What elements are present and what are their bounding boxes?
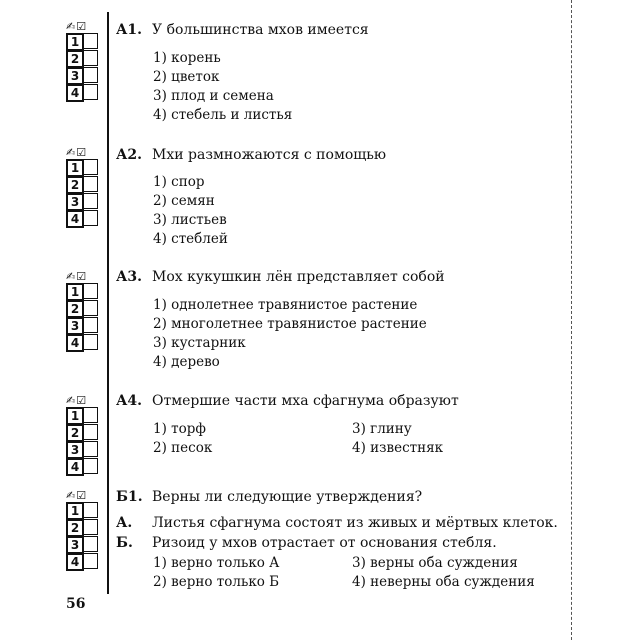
answer-checkbox-a2-4[interactable]: [84, 210, 98, 226]
answer-number: 1: [66, 283, 84, 301]
answer-checkbox-a4-2[interactable]: [84, 424, 98, 440]
answer-checkbox-a1-3[interactable]: [84, 67, 98, 83]
answer-number: 2: [66, 50, 84, 68]
pencil-check-icon: ✍☑: [66, 270, 88, 283]
answer-grid-a3: [66, 270, 100, 351]
answer-checkbox-b1-1[interactable]: [84, 502, 98, 518]
question-number: А3.: [116, 269, 143, 285]
option: 3) листьев: [153, 212, 227, 228]
answer-checkbox-a2-3[interactable]: [84, 193, 98, 209]
option: 1) верно только А: [153, 555, 280, 571]
answer-checkbox-a2-1[interactable]: [84, 159, 98, 175]
option: 3) глину: [352, 421, 412, 437]
answer-number: 2: [66, 424, 84, 442]
pencil-check-icon: ✍☑: [66, 20, 88, 33]
answer-grid-a1: [66, 20, 100, 101]
answer-number: 4: [66, 210, 84, 228]
question-number: Б1.: [116, 489, 143, 505]
answer-number: 4: [66, 553, 84, 571]
answer-number: 1: [66, 407, 84, 425]
question-number: А1.: [116, 22, 143, 38]
statement-label: А.: [116, 515, 133, 531]
statement-label: Б.: [116, 535, 133, 551]
answer-number: 1: [66, 159, 84, 177]
option: 2) песок: [153, 440, 213, 456]
answer-number: 3: [66, 67, 84, 85]
answer-checkbox-b1-3[interactable]: [84, 536, 98, 552]
answer-number: 2: [66, 519, 84, 537]
option: 2) цветок: [153, 69, 220, 85]
answer-checkbox-a3-4[interactable]: [84, 334, 98, 350]
answer-number: 1: [66, 33, 84, 51]
option: 4) дерево: [153, 354, 220, 370]
option: 2) верно только Б: [153, 574, 280, 590]
answer-number: 3: [66, 193, 84, 211]
answer-checkbox-a4-1[interactable]: [84, 407, 98, 423]
option: 4) стеблей: [153, 231, 228, 247]
question-text: У большинства мхов имеется: [152, 22, 369, 38]
option: 3) верны оба суждения: [352, 555, 518, 571]
answer-checkbox-b1-4[interactable]: [84, 553, 98, 569]
question-number: А4.: [116, 393, 143, 409]
page-number: 56: [66, 596, 86, 612]
answer-number: 3: [66, 317, 84, 335]
answer-grid-b1: [66, 489, 100, 570]
pencil-check-icon: ✍☑: [66, 394, 88, 407]
option: 3) кустарник: [153, 335, 246, 351]
question-text: Отмершие части мха сфагнума образуют: [152, 393, 459, 409]
option: 4) стебель и листья: [153, 107, 293, 123]
cut-line: [571, 0, 572, 640]
option: 1) спор: [153, 174, 205, 190]
answer-number: 3: [66, 441, 84, 459]
answer-number: 2: [66, 176, 84, 194]
answer-checkbox-a3-1[interactable]: [84, 283, 98, 299]
answer-number: 1: [66, 502, 84, 520]
answer-number: 4: [66, 458, 84, 476]
question-text: Мох кукушкин лён представляет собой: [152, 269, 445, 285]
answer-checkbox-a1-2[interactable]: [84, 50, 98, 66]
answer-checkbox-a4-4[interactable]: [84, 458, 98, 474]
answer-grid-a2: [66, 146, 100, 227]
answer-checkbox-a1-1[interactable]: [84, 33, 98, 49]
pencil-check-icon: ✍☑: [66, 489, 88, 502]
answer-checkbox-a1-4[interactable]: [84, 84, 98, 100]
option: 1) корень: [153, 50, 221, 66]
answer-checkbox-b1-2[interactable]: [84, 519, 98, 535]
question-text: Верны ли следующие утверждения?: [152, 489, 423, 505]
answer-checkbox-a2-2[interactable]: [84, 176, 98, 192]
answer-number: 4: [66, 84, 84, 102]
option: 2) семян: [153, 193, 215, 209]
option: 3) плод и семена: [153, 88, 274, 104]
statement-text: Ризоид у мхов отрастает от основания стебля.: [152, 535, 497, 551]
answer-checkbox-a3-3[interactable]: [84, 317, 98, 333]
answer-number: 2: [66, 300, 84, 318]
question-text: Мхи размножаются с помощью: [152, 147, 387, 163]
option: 4) неверны оба суждения: [352, 574, 535, 590]
answer-checkbox-a4-3[interactable]: [84, 441, 98, 457]
pencil-check-icon: ✍☑: [66, 146, 88, 159]
option: 1) торф: [153, 421, 206, 437]
answer-number: 3: [66, 536, 84, 554]
answer-grid-a4: [66, 394, 100, 475]
option: 4) известняк: [352, 440, 444, 456]
margin-line: [107, 12, 109, 594]
answer-checkbox-a3-2[interactable]: [84, 300, 98, 316]
question-number: А2.: [116, 147, 143, 163]
statement-text: Листья сфагнума состоят из живых и мёртвых клеток.: [152, 515, 558, 531]
answer-number: 4: [66, 334, 84, 352]
option: 2) многолетнее травянистое растение: [153, 316, 427, 332]
option: 1) однолетнее травянистое растение: [153, 297, 418, 313]
